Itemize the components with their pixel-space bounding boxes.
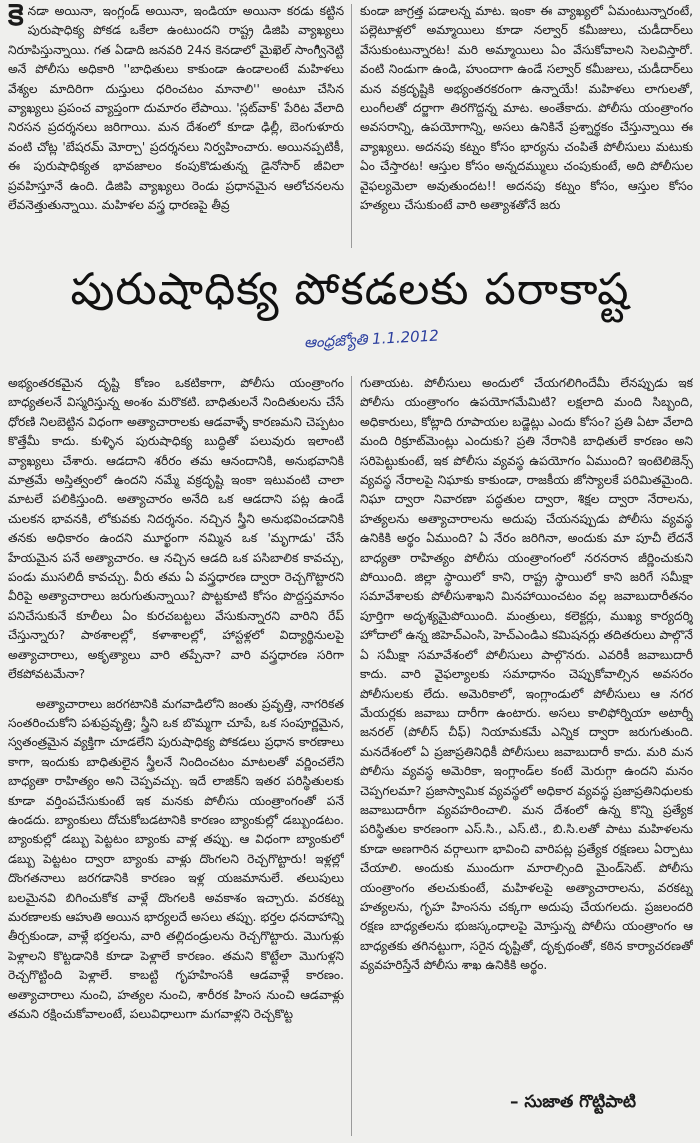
drop-cap: కె <box>8 2 24 33</box>
paragraph: అభ్యంతరకమైన దృష్టి కోణం ఒకటికాగా, పోలీసు యంత్రాంగం బాధ్యతలనే విస్మరిస్తున్న అంశం మరొకటి. బాధితులనే నిందితులను చేసే ధోరణి నిలబెట్టిన విధంగా అత్యాచారాలకు ఆడవాళ్ళే కారణమని చెప్పటం కొత్తేమీ కాదు. కుళ్ళిన పురుషాధిక్య బుద్ధితో పలువురు ఇలాంటి వ్యాఖ్యలు చేశారు. ఆడదాని శరీరం తమ ఆనందానికి, అనుభవానికి మాత్రమే అస్తిత్వంలో ఉందని నమ్మే వక్రదృష్టి ఇంకా ఇటువంటి చాలా మాటలే పలికిస్తుంది. అత్యాచారం అనేది ఒక ఆడదాని పట్ల ఉండే చులకన భావనకి, లోకువకు నిదర్శనం. నచ్చిన స్త్రీని అనుభవించడానికి తనకు అధికారం ఉందని మూర్ఖంగా నమ్మిన ఒక 'మృగాడు' చేసే హేయమైన పనే అత్యాచారం. ఆ నచ్చిన ఆడది ఒక పసిబాలిక కావచ్చు, పండు ముసలిదీ కావచ్చు. వీరు తమ ఏ వస్త్రధారణ ద్వారా రెచ్చగొట్టారని వీరిపై అత్యాచారాలు జరుగుతున్నాయి? పొట్టకూటి కోసం పొద్దస్తమానం పనిచేసుకునే కూలీలు ఏం కురచబట్టలు వేసుకున్నారని వారిని రేప్ చేస్తున్నారు? పాఠశాలల్లో, కళాశాలల్లో, హాస్టళ్లలో విద్యార్థినులపై అత్యాచారాలు, అకృత్యాలు వారి తప్పేనా? వారి వస్త్రధారణ సరిగా లేకపోవటమేనా? <box>8 376 344 682</box>
column-divider <box>351 4 352 248</box>
paragraph: అత్యాచారాలు జరగటానికి మగవాడిలోని జంతు ప్రవృత్తి, నాగరికత సంతరించుకోని పశుప్రవృత్తి; స్త్రీని ఒక బొమ్మగా చూపే, ఒక సంపూర్ణమైన, స్వతంత్రమైన వ్యక్తిగా చూడలేని పురుషాధిక్య పోకడలు ప్రధాన కారణాలు కాగా, ఇందుకు బాధితులైన స్త్రీలనే నిందించటం మాటలతో వర్ణించలేని బాధ్యతా రాహిత్యం అని చెప్పవచ్చు. ఇదే లాజిక్‌ని ఇతర పరిస్థితులకు కూడా వర్తింపచేసుకుంటే ఇక మనకు పోలీసు యంత్రాంగంతో పనే ఉండదు. బ్యాంకులు దోచుకోబడటానికి కారణం బ్యాంకుల్లో డబ్బుండటం. బ్యాంకుల్లో డబ్బు పెట్టటం బ్యాంకు వాళ్ల తప్పు. ఆ విధంగా బ్యాంకులో డబ్బు పెట్టటం ద్వారా బ్యాంకు వాళ్లు దొంగలని రెచ్చగొట్టారు! ఇళ్లల్లో దొంగతనాలు జరగడానికి కారణం ఇళ్ల యజమానులే. తలుపులు బలమైనవి బిగించుకోక వాళ్లే దొంగలకి అవకాశం ఇచ్చారు. వరకట్న మరణాలకు ఆహుతి అయిన భార్యలదే అసలు తప్పు. భర్తల ధనదాహాన్ని తీర్చకుండా, వాళ్లే భర్తలను, వారి తల్లిదండ్రులను రెచ్చగొట్టారు. మొగుళ్లు పెళ్లాలని కొట్టడానికి కూడా పెళ్లాలే కారణం. తమని కొట్టేలా మొగుళ్లని రెచ్చగొట్టింది పెళ్లాలే. కాబట్టి గృహహింసకి ఆడవాళ్లే కారణం. అత్యాచారాలు నుంచి, హత్యల నుంచి, శారీరక హింస నుంచి ఆడవాళ్లు తమని రక్షించుకోవాలంటే, పలువిధాలుగా మగవాళ్లని రెచ్చకొట్ట <box>8 696 344 1021</box>
article-headline: పురుషాధిక్య పోకడలకు పరాకాష్ట <box>70 264 630 315</box>
paragraph: నడా అయినా, ఇంగ్లండ్ అయినా, ఇండియా అయినా కరడు కట్టిన పురుషాధిక్య పోకడ ఒకేలా ఉంటుందని రాష్ట్ర డిజిపి వ్యాఖ్యలు నిరూపిస్తున్నాయి. గత ఏడాది జనవరి 24న కెనడాలో మైఖెల్ సాంగ్విినెట్టి అనే పోలీసు అధికారి ''బాధితులు కాకుండా ఉండాలంటే మహిళలు వేశ్యల మాదిరిగా దుస్తులు ధరించటం మానాలి'' అంటూ చేసిన వ్యాఖ్యలు ప్రపంచ వ్యాప్తంగా దుమారం లేపాయి. 'స్లట్‌వాక్' పేరిట వేలాది నిరసన ప్రదర్శనలు జరిగాయి. మన దేశంలో కూడా ఢిల్లీ, బెంగుళూరు వంటి చోట్ల 'బేషరమ్ మోర్చా' ప్రదర్శనలు నిర్వహించారు. అయినప్పటికీ, ఈ పురుషాధిక్యత భావజాలం కంపుకొడుతున్న డైనోసార్ జీవిలా ప్రవహిస్తూనే ఉంది. డిజిపి వ్యాఖ్యలు రెండు ప్రధానమైన ఆలోచనలను లేవనెత్తుతున్నాయి. మహిళల వస్త్ర ధారణపై తీవ్ర <box>8 4 344 213</box>
article-column-top-right <box>360 2 693 250</box>
paragraph: కుండా జాగ్రత్త పడాలన్న మాట. ఇంకా ఈ వ్యాఖ్యలో ఏమంటున్నారంటే, పల్లెటూళ్లలో అమ్మాయిలు కూడా నల్వార్ కమీజులు, చుడీదార్‌లు వేసుకుంటున్నారట! మరి అమ్మాయిలు ఏం వేసుకోవాలని సెలవిస్తారో. వంటి నిండుగా ఉండి, హుందాగా ఉండే సల్వార్ కమీజులు, చుడీదార్‌లు మన వక్రదృష్టికి అభ్యంతరకరంగా ఉన్నాయే! మహిళలు లాగులతో, లుంగీలతో దర్జాగా తిరగొద్దన్న మాట. అంతేకాదు. పోలీసు యంత్రాంగం అవసరాన్ని, ఉపయోగాన్ని, అసలు ఉనికినే ప్రశ్నార్థకం చేస్తున్నాయి ఈ వ్యాఖ్యలు. అదనపు కట్నం కోసం భార్యను చంపితే పోలీసులు మటుకు ఏం చేస్తారట! ఆస్తుల కోసం అన్నదమ్ములు చంపుకుంటే, అది పోలీసుల వైఫల్యమెలా అవుతుందట!! అదనపు కట్నం కోసం, ఆస్తుల కోసం హత్యలు చేసుకుంటే వారి అత్యాశతోనే జరు <box>360 4 693 213</box>
article-column-top-left <box>8 2 344 250</box>
article-column-bottom-left <box>8 374 344 1136</box>
column-divider <box>351 376 352 1136</box>
handwritten-source-note: ఆంధ్రజ్యోతి 1.1.2012 <box>303 326 440 352</box>
author-byline: – సుజాత గొట్టిపాటి <box>510 1092 636 1112</box>
paragraph: గుతాయట. పోలీసులు అందులో చేయగలిగిందేమీ లేనప్పుడు ఇక పోలీసు యంత్రాంగం ఉపయోగమేమిటి? లక్షలాది మంది సిబ్బంది, అధికారులు, కోట్లాది రూపాయల బడ్జెట్లు ఎందు కోసం? ప్రతి ఏటా వేలాది మంది రిక్రూట్‌మెంట్లు ఎందుకు? ప్రతి నేరానికి బాధితులే కారణం అని సరిపెట్టుకుంటే, ఇక పోలీసు వ్యవస్థ ఉపయోగం ఏముంది? ఇంటెలిజెన్స్ వ్యవస్థ నేరాలపై నిఘాకు కాకుండా, రాజకీయ జోస్యాలకే పరిమితమైంది. నిఘా ద్వారా నివారణా పద్ధతుల ద్వారా, శిక్షల ద్వారా నేరాలను, హత్యలను అత్యాచారాలను అదుపు చేయనప్పుడు పోలీసు వ్యవస్థ ఉనికికి అర్థం ఏముంది? ఏ నేరం జరిగినా, అందుకు మా పూచీ లేదనే బాధ్యతా రాహిత్యం పోలీసు యంత్రాంగంలో నరనరాన జీర్ణించుకుని పోయింది. జిల్లా స్థాయిలో కాని, రాష్ట్ర స్థాయిలో కాని జరిగే సమీక్షా సమావేశాలకు పోలీసుశాఖని మినహాయించటం వల్ల జవాబుదారీతనం పూర్తిగా అదృశ్యమైపోయింది. మంత్రులు, కలెక్టర్లు, ముఖ్య కార్యదర్శి హోదాలో ఉన్న జిహెచ్‌ఎంసి, హెచ్‌ఎండిఎ కమిషనర్లు తదితరులు పాల్గొనే ఏ సమీక్షా సమావేశంలో పోలీసులు పాల్గొనరు. ఎవరికీ జవాబుదారీ కాదు. వారి వైఫల్యాలకు సమాధానం చెప్పుకోవాల్సిన అవసరం పోలీసులకు లేదు. అమెరికాలో, ఇంగ్లాండులో పోలీసులు ఆ నగర మేయర్లకు జవాబు దారీగా ఉంటారు. అసలు కాలిఫోర్నియా అటార్నీ జనరల్ (పోలీస్ చీఫ్) నియామకమే ఎన్నిక ద్వారా జరుగుతుంది. మనదేశంలో ఏ ప్రజాప్రతినిధికీ పోలీసులు జవాబుదారీ కాదు. మరి మన పోలీసు వ్యవస్థ అమెరికా, ఇంగ్లాండ్‌ల కంటే మెరుగ్గా ఉందని మనం చెప్పగలమా? ప్రజాస్వామిక వ్యవస్థలో అధికార వ్యవస్థ ప్రజాప్రతినిధులకు జవాబుదారీగా వ్యవహరించాలి. మన దేశంలో ఉన్న కొన్ని ప్రత్యేక పరిస్థితుల కారణంగా ఎస్.సి., ఎస్.టి., బి.సి.లతో పాటు మహిళలను కూడా అణగారిన వర్గాలుగా భావించి వారిపట్ల ప్రత్యేక రక్షణలు ఏర్పాటు చేయాలి. అందుకు ముందుగా మారాల్సింది మైండ్‌సెట్. పోలీసు యంత్రాంగం తలచుకుంటే, మహిళలపై అత్యాచారాలను, వరకట్న హత్యలను, గృహ హింసను చక్కగా అదుపు చేయగలదు. ప్రజలందరి రక్షణ బాధ్యతలను భుజస్కంధాలపై మోస్తున్న పోలీసు యంత్రాంగం ఆ బాధ్యతకు తగినట్టుగా, సరైన దృష్టితో, దృక్పథంతో, కఠిన కార్యాచరణతో వ్యవహరిస్తేనే పోలీసు శాఖ ఉనికికి అర్థం. <box>360 376 693 973</box>
article-column-bottom-right <box>360 374 693 1079</box>
